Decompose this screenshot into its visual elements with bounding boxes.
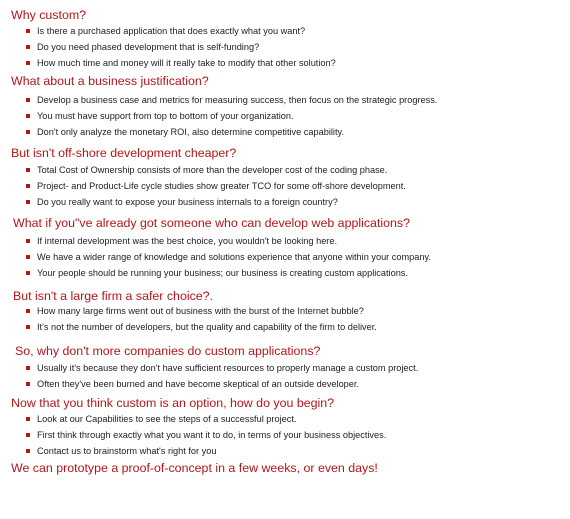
bullet-square-icon [26, 417, 30, 421]
list-item [0, 427, 570, 443]
list-item [0, 39, 570, 55]
bullet-list [0, 233, 570, 281]
closing-statement: We can prototype a proof-of-concept in a few weeks, or even days! [11, 461, 378, 475]
list-item-text: If internal development was the best choice, you wouldn't be looking here. [37, 236, 338, 246]
section-heading: Why custom? [11, 8, 87, 22]
bullet-list [0, 303, 570, 335]
bullet-square-icon [26, 61, 30, 65]
list-item-text: Do you need phased development that is self-funding? [37, 42, 260, 52]
list-item [0, 124, 570, 140]
list-item-text: How many large firms went out of business with the burst of the Internet bubble? [37, 306, 364, 316]
bullet-square-icon [26, 45, 30, 49]
list-item-text: Total Cost of Ownership consists of more than the developer cost of the coding phase. [37, 165, 388, 175]
section-heading: Now that you think custom is an option, how do you begin? [11, 396, 335, 410]
bullet-square-icon [26, 271, 30, 275]
list-item-text: It's not the number of developers, but the quality and capability of the firm to deliver. [37, 322, 377, 332]
list-item [0, 108, 570, 124]
section-heading: But isn't a large firm a safer choice?. [13, 289, 214, 303]
list-item [0, 319, 570, 335]
list-item [0, 443, 570, 459]
list-item-text: Usually it's because they don't have sufficient resources to properly manage a custom project. [37, 363, 419, 373]
bullet-square-icon [26, 255, 30, 259]
bullet-square-icon [26, 29, 30, 33]
list-item-text: You must have support from top to bottom of your organization. [37, 111, 294, 121]
bullet-list [0, 92, 570, 140]
list-item [0, 411, 570, 427]
list-item [0, 23, 570, 39]
list-item [0, 376, 570, 392]
bullet-square-icon [26, 382, 30, 386]
list-item [0, 249, 570, 265]
bullet-square-icon [26, 366, 30, 370]
bullet-list [0, 360, 570, 392]
list-item [0, 265, 570, 281]
bullet-list [0, 411, 570, 459]
list-item-text: Project- and Product-Life cycle studies show greater TCO for some off-shore development. [37, 181, 406, 191]
list-item-text: First think through exactly what you want it to do, in terms of your business objectives. [37, 430, 387, 440]
bullet-list [0, 162, 570, 210]
list-item [0, 303, 570, 319]
list-item-text: Often they've been burned and have become skeptical of an outside developer. [37, 379, 360, 389]
list-item [0, 360, 570, 376]
list-item-text: Develop a business case and metrics for measuring success, then focus on the strategic progress. [37, 95, 438, 105]
bullet-list [0, 23, 570, 71]
list-item-text: We have a wider range of knowledge and solutions experience that anyone within your company. [37, 252, 431, 262]
list-item-text: Your people should be running your business; our business is creating custom applications. [37, 268, 408, 278]
section-heading: So, why don't more companies do custom applications? [15, 344, 321, 358]
bullet-square-icon [26, 130, 30, 134]
list-item-text: How much time and money will it really take to modify that other solution? [37, 58, 336, 68]
bullet-square-icon [26, 184, 30, 188]
section-heading: But isn't off-shore development cheaper? [11, 146, 237, 160]
list-item [0, 194, 570, 210]
bullet-square-icon [26, 168, 30, 172]
list-item [0, 92, 570, 108]
list-item [0, 55, 570, 71]
list-item-text: Is there a purchased application that does exactly what you want? [37, 26, 306, 36]
section-heading: What if you"ve already got someone who can develop web applications? [13, 216, 411, 230]
bullet-square-icon [26, 239, 30, 243]
list-item-text: Look at our Capabilities to see the steps of a successful project. [37, 414, 297, 424]
list-item [0, 233, 570, 249]
list-item [0, 162, 570, 178]
list-item-text: Don't only analyze the monetary ROI, also determine competitive capability. [37, 127, 344, 137]
bullet-square-icon [26, 325, 30, 329]
bullet-square-icon [26, 98, 30, 102]
bullet-square-icon [26, 309, 30, 313]
list-item-text: Do you really want to expose your business internals to a foreign country? [37, 197, 338, 207]
bullet-square-icon [26, 114, 30, 118]
bullet-square-icon [26, 449, 30, 453]
section-heading: What about a business justification? [11, 74, 209, 88]
list-item [0, 178, 570, 194]
bullet-square-icon [26, 200, 30, 204]
bullet-square-icon [26, 433, 30, 437]
list-item-text: Contact us to brainstorm what's right for you [37, 446, 217, 456]
